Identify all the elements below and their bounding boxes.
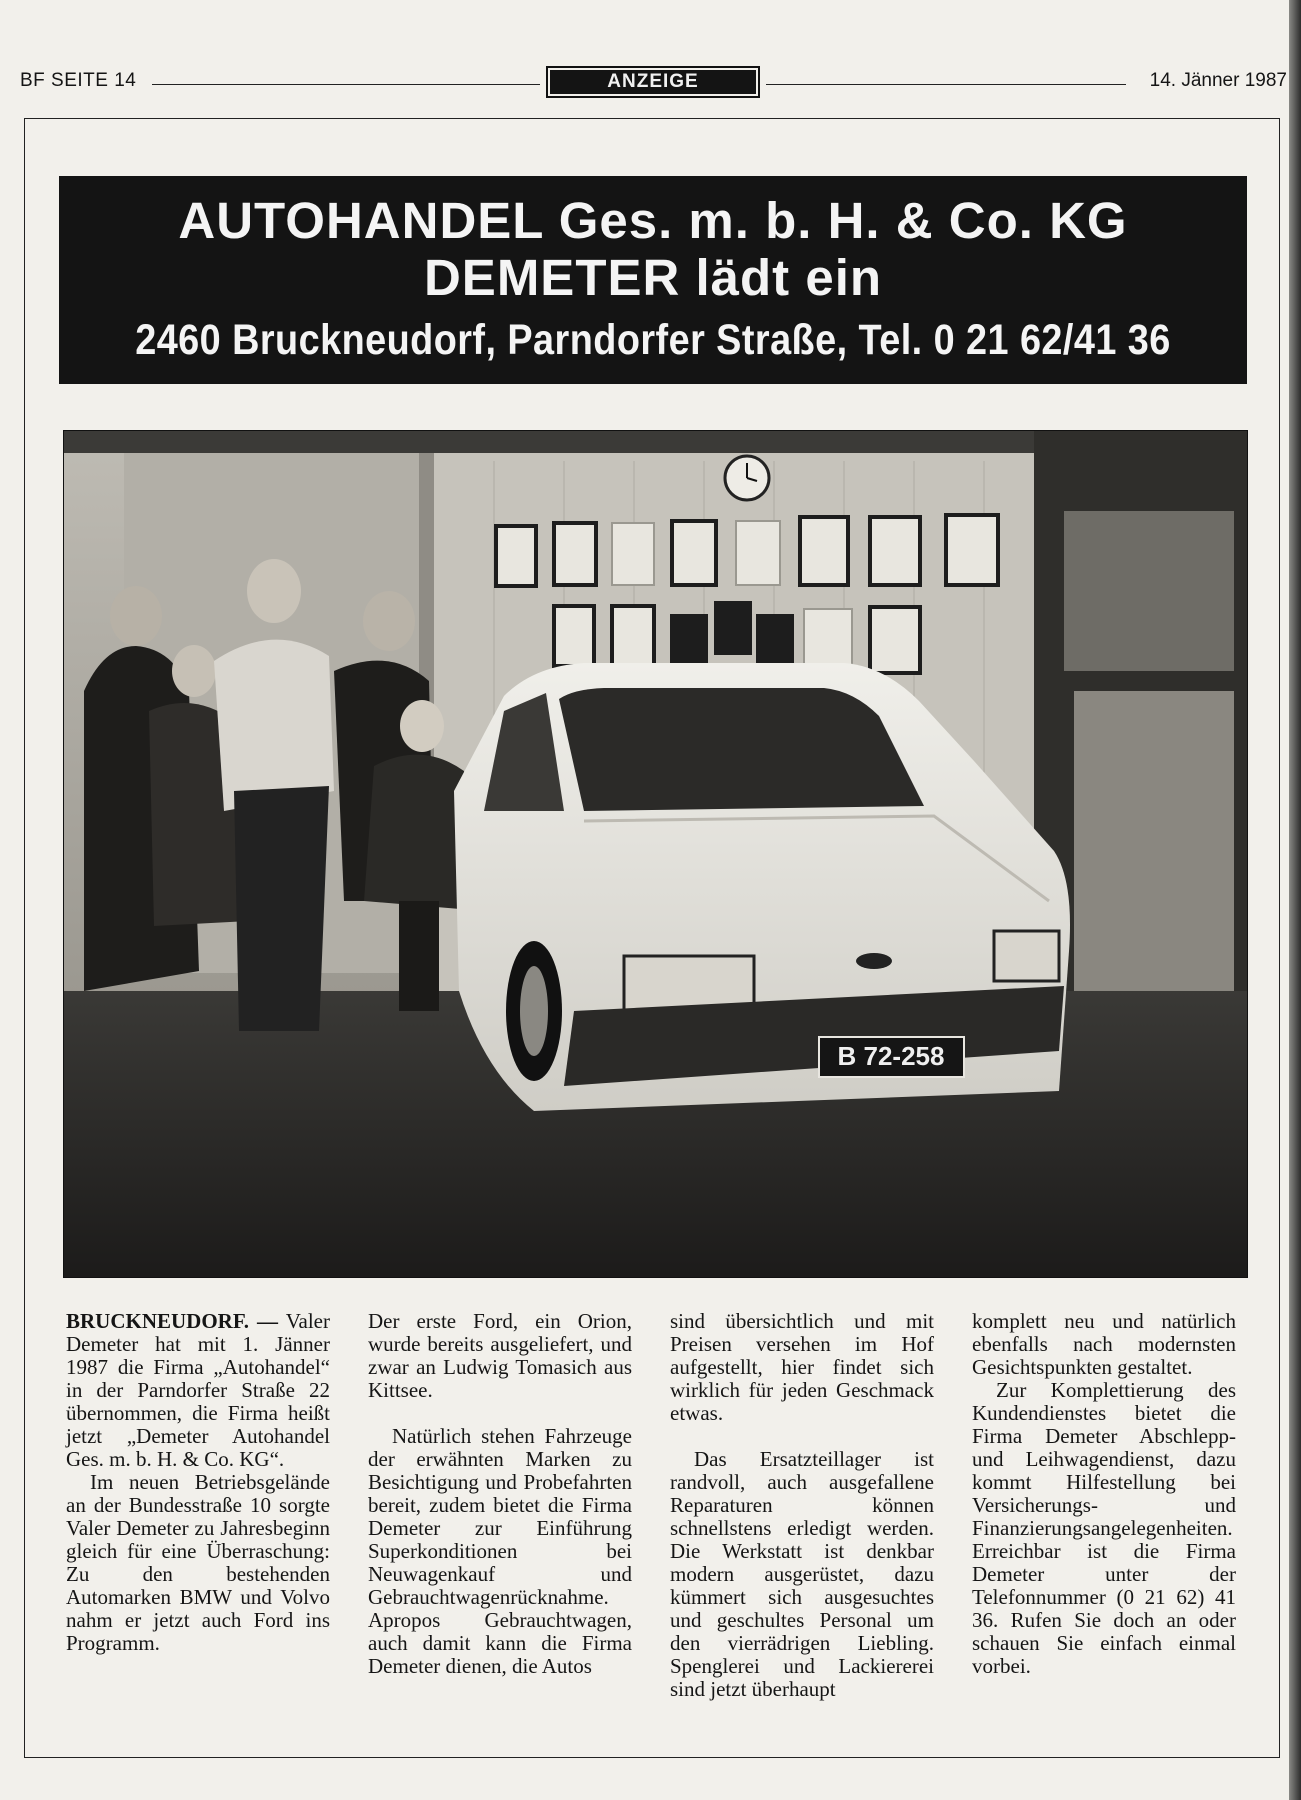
article-column-2 bbox=[368, 1310, 632, 1678]
article-column-1 bbox=[66, 1310, 330, 1655]
article-dateline bbox=[66, 1310, 330, 1471]
col1-para2: Im neuen Betriebsgelände an der Bundesstraße 10 sorgte Valer Demeter zu Jahresbeginn gleich für eine Überraschung: Zu den bestehenden Automarken BMW und Volvo nahm er jetzt auch Ford ins Programm. bbox=[66, 1470, 330, 1655]
col3-para1: sind übersichtlich und mit Preisen versehen im Hof aufgestellt, hier findet sich wirklich für jeden Geschmack etwas. bbox=[670, 1309, 934, 1425]
headline-invite: DEMETER lädt ein bbox=[423, 249, 883, 306]
article-column-4 bbox=[972, 1310, 1236, 1678]
col4-para3: Erreichbar ist die Firma Demeter unter der Telefonnummer (0 21 62) 41 36. Rufen Sie doch an oder schauen Sie einfach einmal vorbei. bbox=[972, 1539, 1236, 1678]
showroom-photo bbox=[63, 430, 1248, 1278]
headline-company: AUTOHANDEL Ges. m. b. H. & Co. KG bbox=[178, 192, 1128, 249]
col2-para2: Natürlich stehen Fahrzeuge der erwähnten Marken zu Besichtigung und Probefahrten bereit, zudem bietet die Firma Demeter zur Einführung Superkonditionen bei Neuwagenkauf und Gebrauchtwagenrücknahme. Apropos Gebrauchtwagen, auch damit kann die Firma Demeter dienen, die Autos bbox=[368, 1424, 632, 1678]
col4-para2: Zur Komplettierung des Kundendienstes bietet die Firma Demeter Abschlepp- und Leihwagendienst, dazu kommt Hilfestellung bei Versicherungs- und Finanzierungsangelegenheiten. bbox=[972, 1378, 1236, 1540]
headline-address: 2460 Bruckneudorf, Parndorfer Straße, Tel. 0 21 62/41 36 bbox=[135, 316, 1171, 364]
col3-para2: Das Ersatzteillager ist randvoll, auch ausgefallene Reparaturen können schnellstens erledigt werden. Die Werkstatt ist denkbar modern ausgerüstet, dazu kümmert sich ausgesuchtes und geschultes Personal um den vierrädrigen Liebling. Spenglerei und Lackiererei sind jetzt überhaupt bbox=[670, 1447, 934, 1701]
header-rule-right bbox=[766, 84, 1126, 85]
anzeige-label bbox=[546, 66, 760, 98]
header-rule-left bbox=[152, 84, 540, 85]
headline-banner bbox=[59, 176, 1247, 384]
issue-date: 14. Jänner 1987 bbox=[1149, 70, 1287, 91]
license-plate: B 72-258 bbox=[837, 1041, 945, 1071]
dateline: BRUCKNEUDORF. — bbox=[66, 1309, 279, 1333]
col2-para1: Der erste Ford, ein Orion, wurde bereits ausgeliefert, und zwar an Ludwig Tomasich aus Kittsee. bbox=[368, 1309, 632, 1402]
page-edge-shadow bbox=[1289, 0, 1301, 1800]
page-label: BF SEITE 14 bbox=[20, 70, 137, 91]
article-column-3 bbox=[670, 1310, 934, 1701]
anzeige-text: ANZEIGE bbox=[550, 70, 756, 94]
col1-para1: Valer Demeter hat mit 1. Jänner 1987 die Firma „Autohandel“ in der Parndorfer Straße 22 übernommen, die Firma heißt jetzt „Demeter Autohandel Ges. m. b. H. & Co. KG“. bbox=[66, 1309, 330, 1471]
col4-para1: komplett neu und natürlich ebenfalls nach modernsten Gesichtspunkten gestaltet. bbox=[972, 1309, 1236, 1379]
